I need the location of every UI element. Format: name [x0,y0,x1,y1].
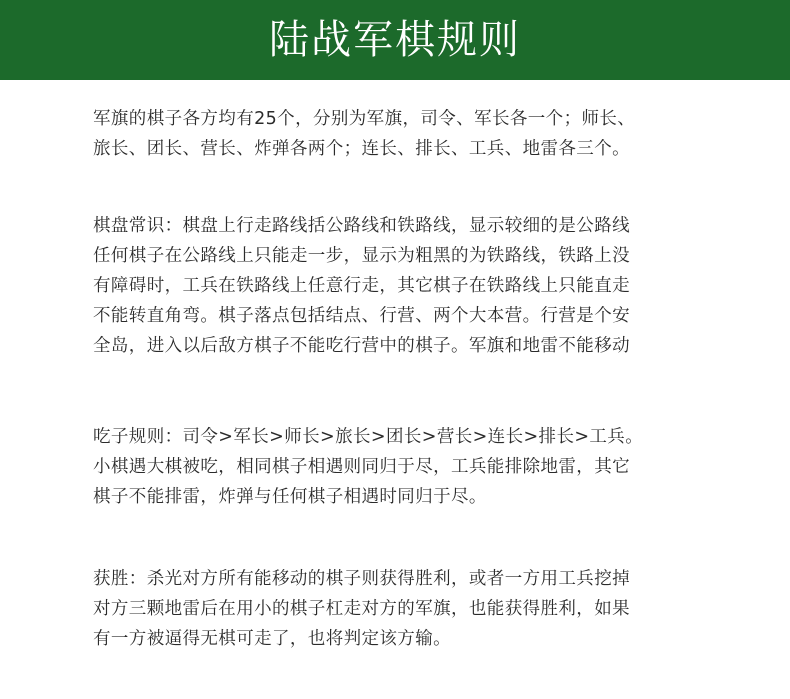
text-line: 小棋遇大棋被吃，相同棋子相遇则同归于尽，工兵能排除地雷，其它 [93,457,630,477]
pieces-paragraph [93,104,703,164]
text-line: 全岛，进入以后敌方棋子不能吃行营中的棋子。军旗和地雷不能移动 [93,336,630,356]
text-line: 旅长、团长、营长、炸弹各两个；连长、排长、工兵、地雷各三个。 [93,139,630,159]
rules-body [0,80,790,699]
text-line: 对方三颗地雷后在用小的棋子杠走对方的军旗，也能获得胜利，如果 [93,599,630,619]
text-line: 任何棋子在公路线上只能走一步，显示为粗黑的为铁路线，铁路上没 [93,246,630,266]
text-line: 有障碍时，工兵在铁路线上任意行走，其它棋子在铁路线上只能直走 [93,276,630,296]
board-basics-paragraph [93,211,703,361]
title-banner [0,0,790,80]
page-title: 陆战军棋规则 [269,17,521,63]
text-line: 获胜：杀光对方所有能移动的棋子则获得胜利，或者一方用工兵挖掉 [93,569,630,589]
text-line: 有一方被逼得无棋可走了，也将判定该方输。 [93,629,451,649]
text-line: 不能转直角弯。棋子落点包括结点、行营、两个大本营。行营是个安 [93,306,630,326]
text-line: 军旗的棋子各方均有25个，分别为军旗，司令、军长各一个；师长、 [93,109,636,129]
text-line: 棋子不能排雷，炸弹与任何棋子相遇时同归于尽。 [93,487,487,507]
victory-paragraph [93,564,703,654]
text-line: 棋盘常识：棋盘上行走路线括公路线和铁路线，显示较细的是公路线 [93,216,630,236]
text-line: 吃子规则：司令>军长>师长>旅长>团长>营长>连长>排长>工兵。 [93,427,644,447]
capture-rules-paragraph [93,422,703,512]
